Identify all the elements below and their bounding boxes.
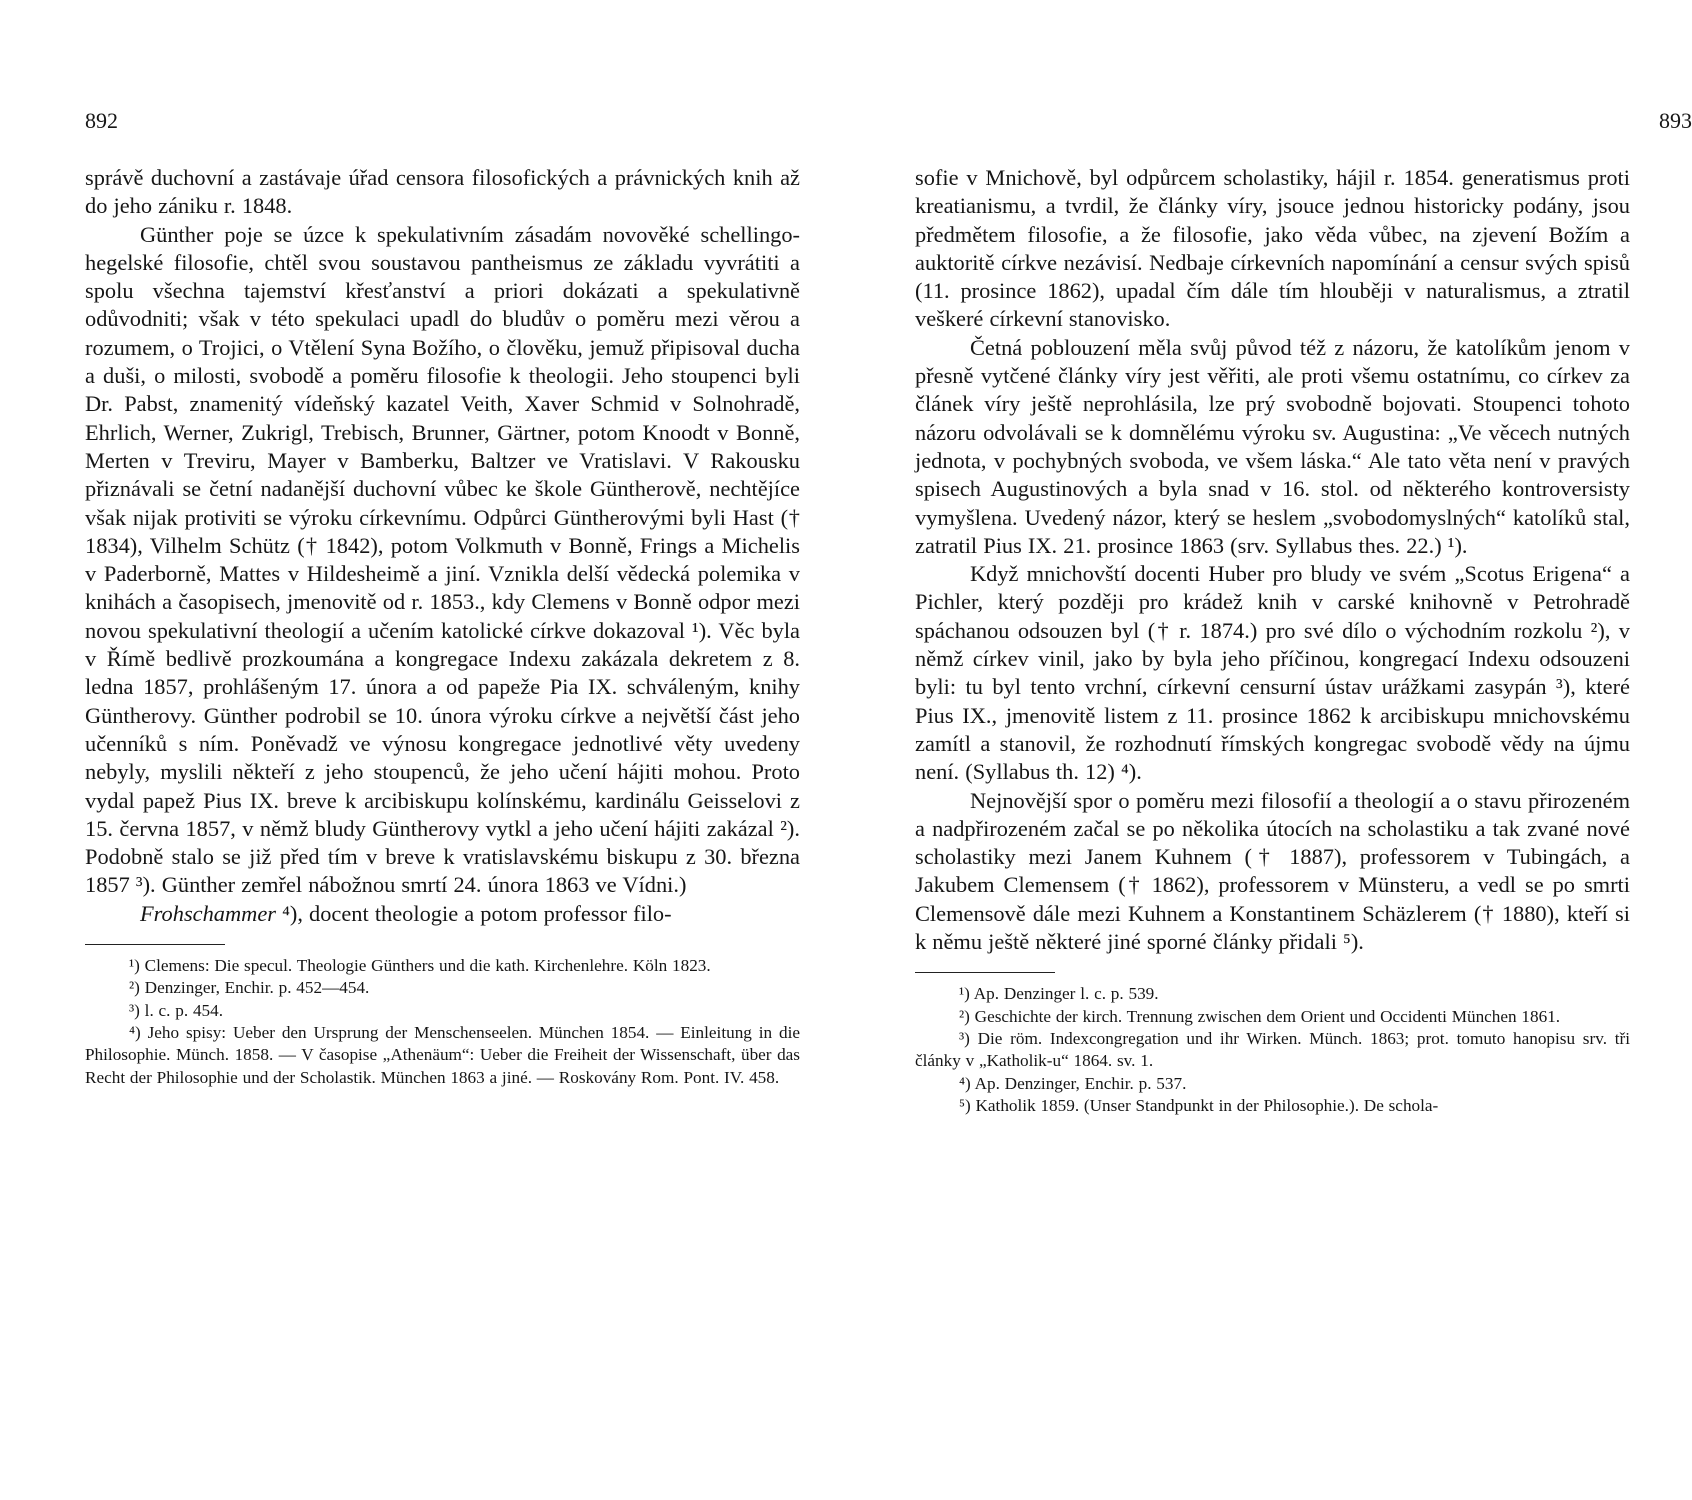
paragraph: Když mnichovští docenti Huber pro bludy ve svém „Scotus Erigena“ a Pichler, který později pro krádež knih v carské knihovně v Petrohradě spáchanou odsouzen byl († r. 1874.) pro své dílo o východním rozkolu ²), v němž církev vinil, jako by byla jeho příčinou, kongregací Indexu odsouzeni byli: tu byl tento vrchní, církevní censurní ústav urážkami zasypán ³), které Pius IX., jmenovitě listem z 11. prosince 1862 k arcibiskupu mnichovskému zamítl a stanovil, že rozhodnutí římských kongregac svobodě vědy na újmu není. (Syllabus th. 12) ⁴). [915, 561, 1630, 785]
paragraph-text: ⁴), docent theologie a potom professor filo- [275, 900, 672, 926]
paragraph [85, 900, 800, 928]
footnote-divider [85, 944, 225, 945]
paragraph: Četná poblouzení měla svůj původ též z názoru, že katolíkům jenom v přesně vytčené články víry jest věřiti, ale proti všemu ostatnímu, co církev za článek víry ještě neprohlásila, lze prý svobodně bojovati. Stoupenci tohoto názoru odvolávali se k domnělému výroku sv. Augustina: „Ve věcech nutných jednota, v pochybných svoboda, ve všem láska.“ Ale tato věta není v pravých spisech Augustinových a byla snad v 16. stol. od některého kontroversisty vymyšlena. Uvedený názor, který se heslem „svobodomyslných“ katolíků stal, zatratil Pius IX. 21. prosince 1863 (srv. Syllabus thes. 22.) ¹). [915, 334, 1630, 558]
paragraph: Günther poje se úzce k spekulativním zásadám novověké schellingo-hegelské filosofie, chtěl svou soustavou pantheismus ze základu vyvrátiti a spolu všechna tajemství křesťanství a priori dokázati a spekulativně odůvodniti; však v této spekulaci upadl do bludův o poměru mezi věrou a rozumem, o Trojici, o Vtělení Syna Božího, o člověku, jemuž připisoval ducha a duši, o milosti, svobodě a poměru filosofie k theologii. Jeho stoupenci byli Dr. Pabst, znamenitý vídeňský kazatel Veith, Xaver Schmid v Solnohradě, Ehrlich, Werner, Zukrigl, Trebisch, Brunner, Gärtner, potom Knoodt v Bonně, Merten v Treviru, Mayer v Bamberku, Baltzer ve Vratislavi. V Rakousku přiznávali se četní nadanější duchovní vůbec ke škole Güntherově, nechtějíce však nijak protiviti se výroku církevnímu. Odpůrci Güntherovými byli Hast († 1834), Vilhelm Schütz († 1842), potom Volkmuth v Bonně, Frings a Michelis v Paderborně, Mattes v Hildesheimě a jiní. Vznikla delší vědecká polemika v knihách a časopisech, jmenovitě od r. 1853., kdy Clemens v Bonně odpor mezi novou spekulativní theologií a učením katolické církve dokazoval ¹). Věc byla v Římě bedlivě prozkoumána a kongregace Indexu zakázala dekretem z 8. ledna 1857, prohlášeným 17. února a od papeže Pia IX. schváleným, knihy Güntherovy. Günther podrobil se 10. února výroku církve a největší část jeho učenníků s ním. Poněvadž ve výnosu kongregace jednotlivé věty uvedeny nebyly, myslili někteří z jeho stoupenců, že jeho učení hájiti mohou. Proto vydal papež Pius IX. breve k arcibiskupu kolínskému, kardinálu Geisselovi z 15. června 1857, v němž bludy Güntherovy vytkl a jeho učení hájiti zakázal ²). Podobně stalo se již před tím v breve k vratislavskému biskupu z 30. března 1857 ³). Günther zemřel nábožnou smrtí 24. února 1863 ve Vídni.) [85, 221, 800, 898]
footnote: ⁵) Katholik 1859. (Unser Standpunkt in der Philosophie.). De schola- [959, 1095, 1439, 1115]
footnote: ³) Die röm. Indexcongregation und ihr Wirken. Münch. 1863; prot. tomuto hanopisu srv. tři články v „Katholik-u“ 1864. sv. 1. [915, 1028, 1630, 1071]
footnote: ⁴) Jeho spisy: Ueber den Ursprung der Menschenseelen. München 1854. — Einleitung in die Philosophie. Münch. 1858. — V časopise „Athenäum“: Ueber die Freiheit der Wissenschaft, über das Recht der Philosophie und der Scholastik. München 1863 a jiné. — Roskovány Rom. Pont. IV. 458. [85, 1022, 800, 1087]
paragraph: sofie v Mnichově, byl odpůrcem scholastiky, hájil r. 1854. generatismus proti kreatianismu, a tvrdil, že články víry, jsouce jednou historicky podány, jsou předmětem filosofie, a že filosofie, jako věda vůbec, na zjevení Božím a auktoritě církve nezávisí. Nedbaje církevních napomínání a censur svých spisů (11. prosince 1862), upadal čím dále tím hlouběji v naturalismus, a ztratil veškeré církevní stanovisko. [915, 165, 1630, 332]
footnote: ²) Geschichte der kirch. Trennung zwischen dem Orient und Occidenti München 1861. [959, 1006, 1561, 1026]
paragraph: správě duchovní a zastávaje úřad censora filosofických a právnických knih až do jeho zániku r. 1848. [85, 165, 800, 219]
footnotes-left [85, 955, 800, 1089]
footnote: ¹) Clemens: Die specul. Theologie Günthers und die kath. Kirchenlehre. Köln 1823. [129, 956, 711, 976]
author-name: Frohschammer [140, 900, 276, 926]
page-number-left: 892 [85, 108, 118, 133]
paragraph: Nejnovější spor o poměru mezi filosofií a theologií a o stavu přirozeném a nadpřirozeném začal se po několika útocích na scholastiku a tak zvané nové scholastiky mezi Janem Kuhnem († 1887), professorem v Tubingách, a Jakubem Clemensem († 1862), professorem v Münsteru, a vedl se po smrti Clemensově dále mezi Kuhnem a Konstantinem Schäzlerem († 1880), kteří si k němu ještě některé jiné sporné články přidali ⁵). [915, 787, 1630, 955]
page-number-right: 893 [1659, 108, 1692, 133]
left-page-body [85, 164, 800, 1089]
footnote-divider [915, 972, 1055, 973]
footnote: ¹) Ap. Denzinger l. c. p. 539. [959, 984, 1159, 1004]
footnote: ⁴) Ap. Denzinger, Enchir. p. 537. [959, 1073, 1187, 1093]
footnote: ³) l. c. p. 454. [129, 1000, 224, 1020]
right-page-body [915, 164, 1630, 1117]
footnote: ²) Denzinger, Enchir. p. 452—454. [129, 978, 370, 998]
footnotes-right [915, 983, 1630, 1117]
